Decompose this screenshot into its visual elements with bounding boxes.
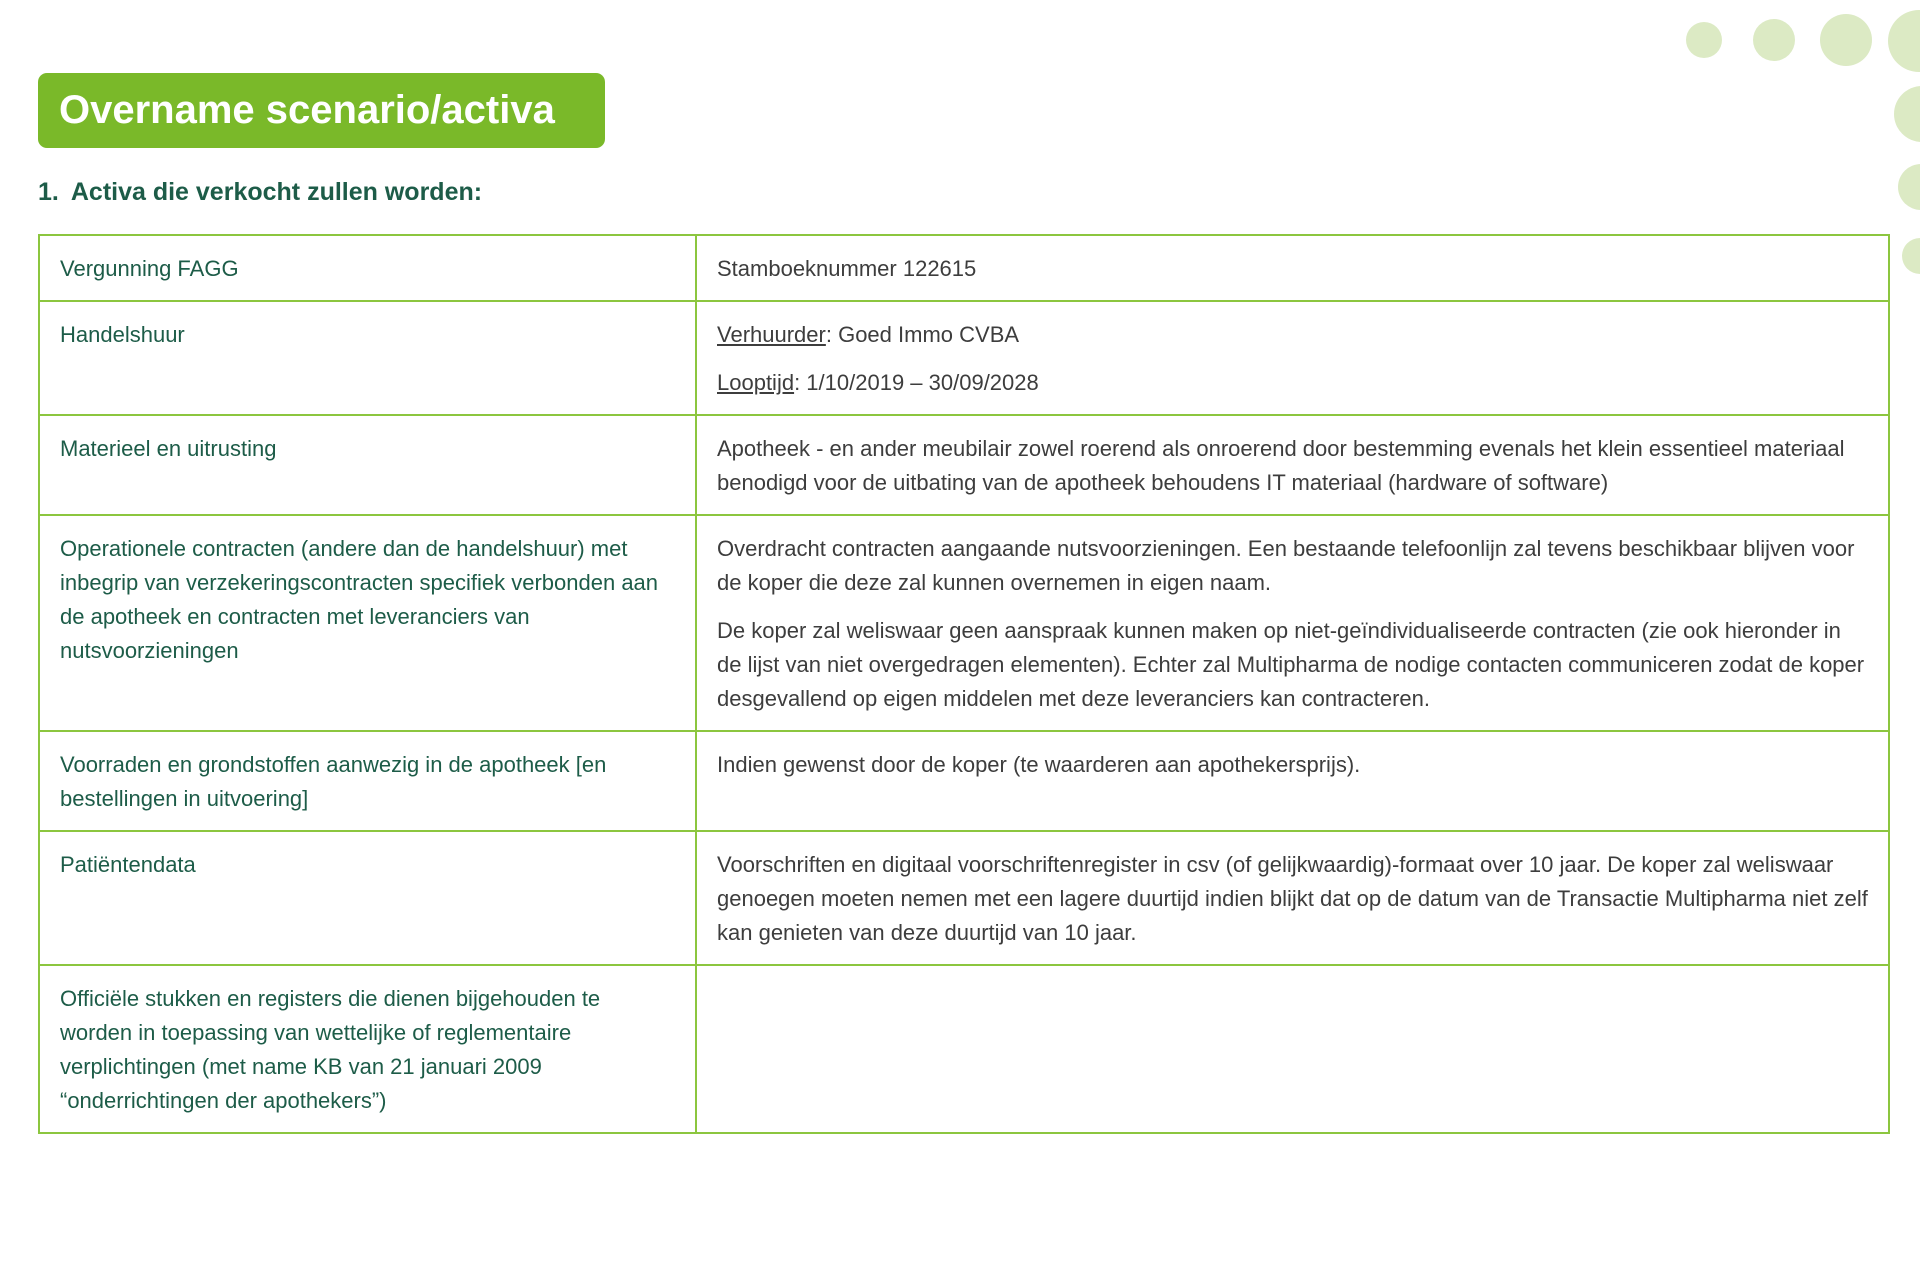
row-label: Patiëntendata [39, 831, 696, 965]
decorative-dot [1894, 86, 1920, 142]
table-row [39, 831, 1889, 965]
row-label: Vergunning FAGG [39, 235, 696, 301]
decorative-dot [1902, 238, 1920, 274]
decorative-dot [1888, 10, 1920, 72]
decorative-dot [1820, 14, 1872, 66]
table-row [39, 515, 1889, 731]
table-row [39, 731, 1889, 831]
table-row [39, 415, 1889, 515]
row-label: Officiële stukken en registers die dienen bijgehouden te worden in toepassing van wettelijke of reglementaire verplichtingen (met name KB van 21 januari 2009 “onderrichtingen der apothekers”) [39, 965, 696, 1133]
row-value: Voorschriften en digitaal voorschriftenregister in csv (of gelijkwaardig)-formaat over 10 jaar. De koper zal weliswaar genoegen moeten nemen met een lagere duurtijd indien blijkt dat op de datum van de Transactie Multipharma niet zelf kan genieten van deze duurtijd van 10 jaar. [696, 831, 1889, 965]
section-number: 1. [38, 178, 59, 206]
row-label: Voorraden en grondstoffen aanwezig in de apotheek [en bestellingen in uitvoering] [39, 731, 696, 831]
row-label: Materieel en uitrusting [39, 415, 696, 515]
row-value [696, 965, 1889, 1133]
row-label: Handelshuur [39, 301, 696, 415]
table-row [39, 235, 1889, 301]
row-value: Stamboeknummer 122615 [696, 235, 1889, 301]
row-value-paragraph: De koper zal weliswaar geen aanspraak kunnen maken op niet-geïndividualiseerde contracten (zie ook hieronder in de lijst van niet overgedragen elementen). Echter zal Multipharma de nodige contacten communiceren zodat de koper desgevallend op eigen middelen met deze leveranciers kan contracteren. [717, 618, 1865, 711]
term-value: : 1/10/2019 – 30/09/2028 [794, 370, 1039, 395]
page-title: Overname scenario/activa [38, 73, 605, 148]
decorative-dot [1753, 19, 1795, 61]
lessor-key: Verhuurder [717, 322, 826, 347]
decorative-dot [1686, 22, 1722, 58]
table-row [39, 965, 1889, 1133]
assets-table [38, 234, 1890, 1134]
row-value: Indien gewenst door de koper (te waarderen aan apothekersprijs). [696, 731, 1889, 831]
row-value-paragraph: Overdracht contracten aangaande nutsvoorzieningen. Een bestaande telefoonlijn zal tevens beschikbaar blijven voor de koper die deze zal kunnen overnemen in eigen naam. [717, 536, 1855, 595]
section-heading-text: Activa die verkocht zullen worden: [70, 178, 483, 206]
row-label: Operationele contracten (andere dan de handelshuur) met inbegrip van verzekeringscontracten specifiek verbonden aan de apotheek en contracten met leveranciers van nutsvoorzieningen [39, 515, 696, 731]
term-key: Looptijd [717, 370, 795, 395]
decorative-dot [1898, 164, 1920, 210]
row-value [696, 515, 1889, 731]
lessor-value: : Goed Immo CVBA [825, 322, 1020, 347]
section-heading [38, 178, 482, 207]
table-row [39, 301, 1889, 415]
row-value: Apotheek - en ander meubilair zowel roerend als onroerend door bestemming evenals het klein essentieel materiaal benodigd voor de uitbating van de apotheek behoudens IT materiaal (hardware of software) [696, 415, 1889, 515]
row-value [696, 301, 1889, 415]
